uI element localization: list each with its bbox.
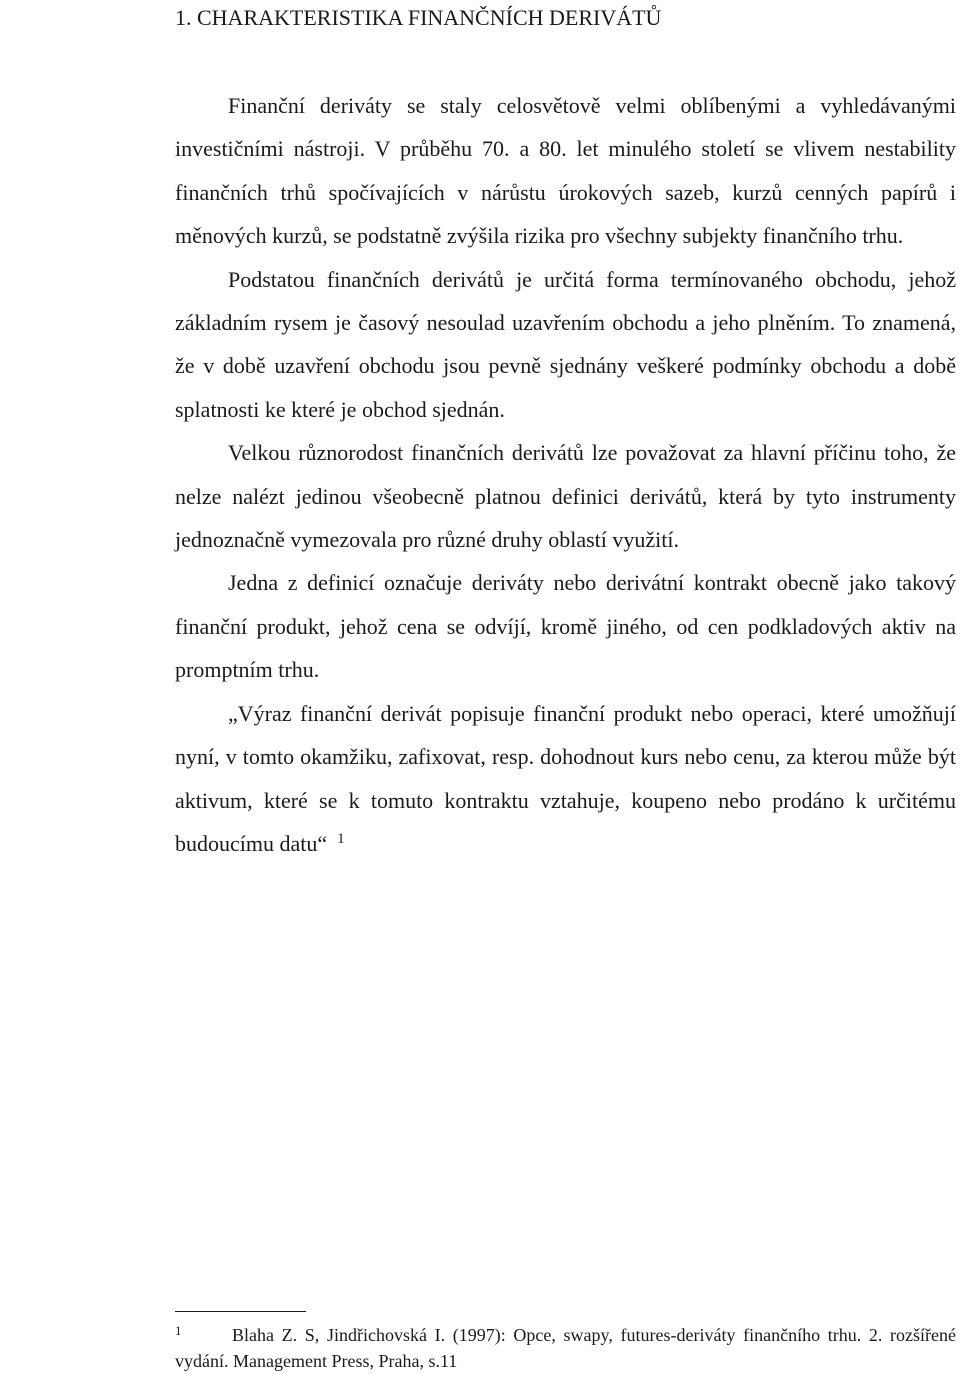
footnote-reference[interactable]: 1: [337, 830, 345, 847]
paragraph-2: Podstatou finančních derivátů je určitá forma termínovaného obchodu, jehož základním rysem je časový nesoulad uzavřením obchodu a jeho plněním. To znamená, že v době uzavření obchodu jsou pevně sjednány veškeré podmínky obchodu a době splatnosti ke které je obchod sjednán.: [175, 266, 956, 422]
paragraph-3: Velkou různorodost finančních derivátů lze považovat za hlavní příčinu toho, že nelze nalézt jedinou všeobecně platnou definici derivátů, která by tyto instrumenty jednoznačně vymezovala pro různé druhy oblastí využití.: [175, 440, 956, 553]
footnote: 1 Blaha Z. S, Jindřichovská I. (1997): Opce, swapy, futures-deriváty finančního trhu. 2. rozšířené vydání. Management Press, Praha, s.11: [175, 1322, 956, 1371]
section-heading: 1. CHARAKTERISTIKA FINANČNÍCH DERIVÁTŮ: [175, 5, 662, 30]
paragraph-5: [175, 692, 956, 866]
body-text: [175, 84, 956, 865]
footnote-divider: [175, 1311, 306, 1312]
paragraph-1: Finanční deriváty se staly celosvětově velmi oblíbenými a vyhledávanými investičními nástroji. V průběhu 70. a 80. let minulého století se vlivem nestability finančních trhů spočívajících v nárůstu úrokových sazeb, kurzů cenných papírů i měnových kurzů, se podstatně zvýšila rizika pro všechny subjekty finančního trhu.: [175, 93, 956, 249]
paragraph-4: Jedna z definicí označuje deriváty nebo derivátní kontrakt obecně jako takový finanční produkt, jehož cena se odvíjí, kromě jiného, od cen podkladových aktiv na promptním trhu.: [175, 570, 956, 683]
quote-text: „Výraz finanční derivát popisuje finanční produkt nebo operaci, které umožňují nyní, v tomto okamžiku, zafixovat, resp. dohodnout kurs nebo cenu, za kterou může být aktivum, které se k tomuto kontraktu vztahuje, koupeno nebo prodáno k určitému budoucímu datu“: [175, 700, 956, 856]
footnote-text: Blaha Z. S, Jindřichovská I. (1997): Opce, swapy, futures-deriváty finančního trhu. 2. rozšířené vydání. Management Press, Praha, s.11: [175, 1325, 956, 1371]
